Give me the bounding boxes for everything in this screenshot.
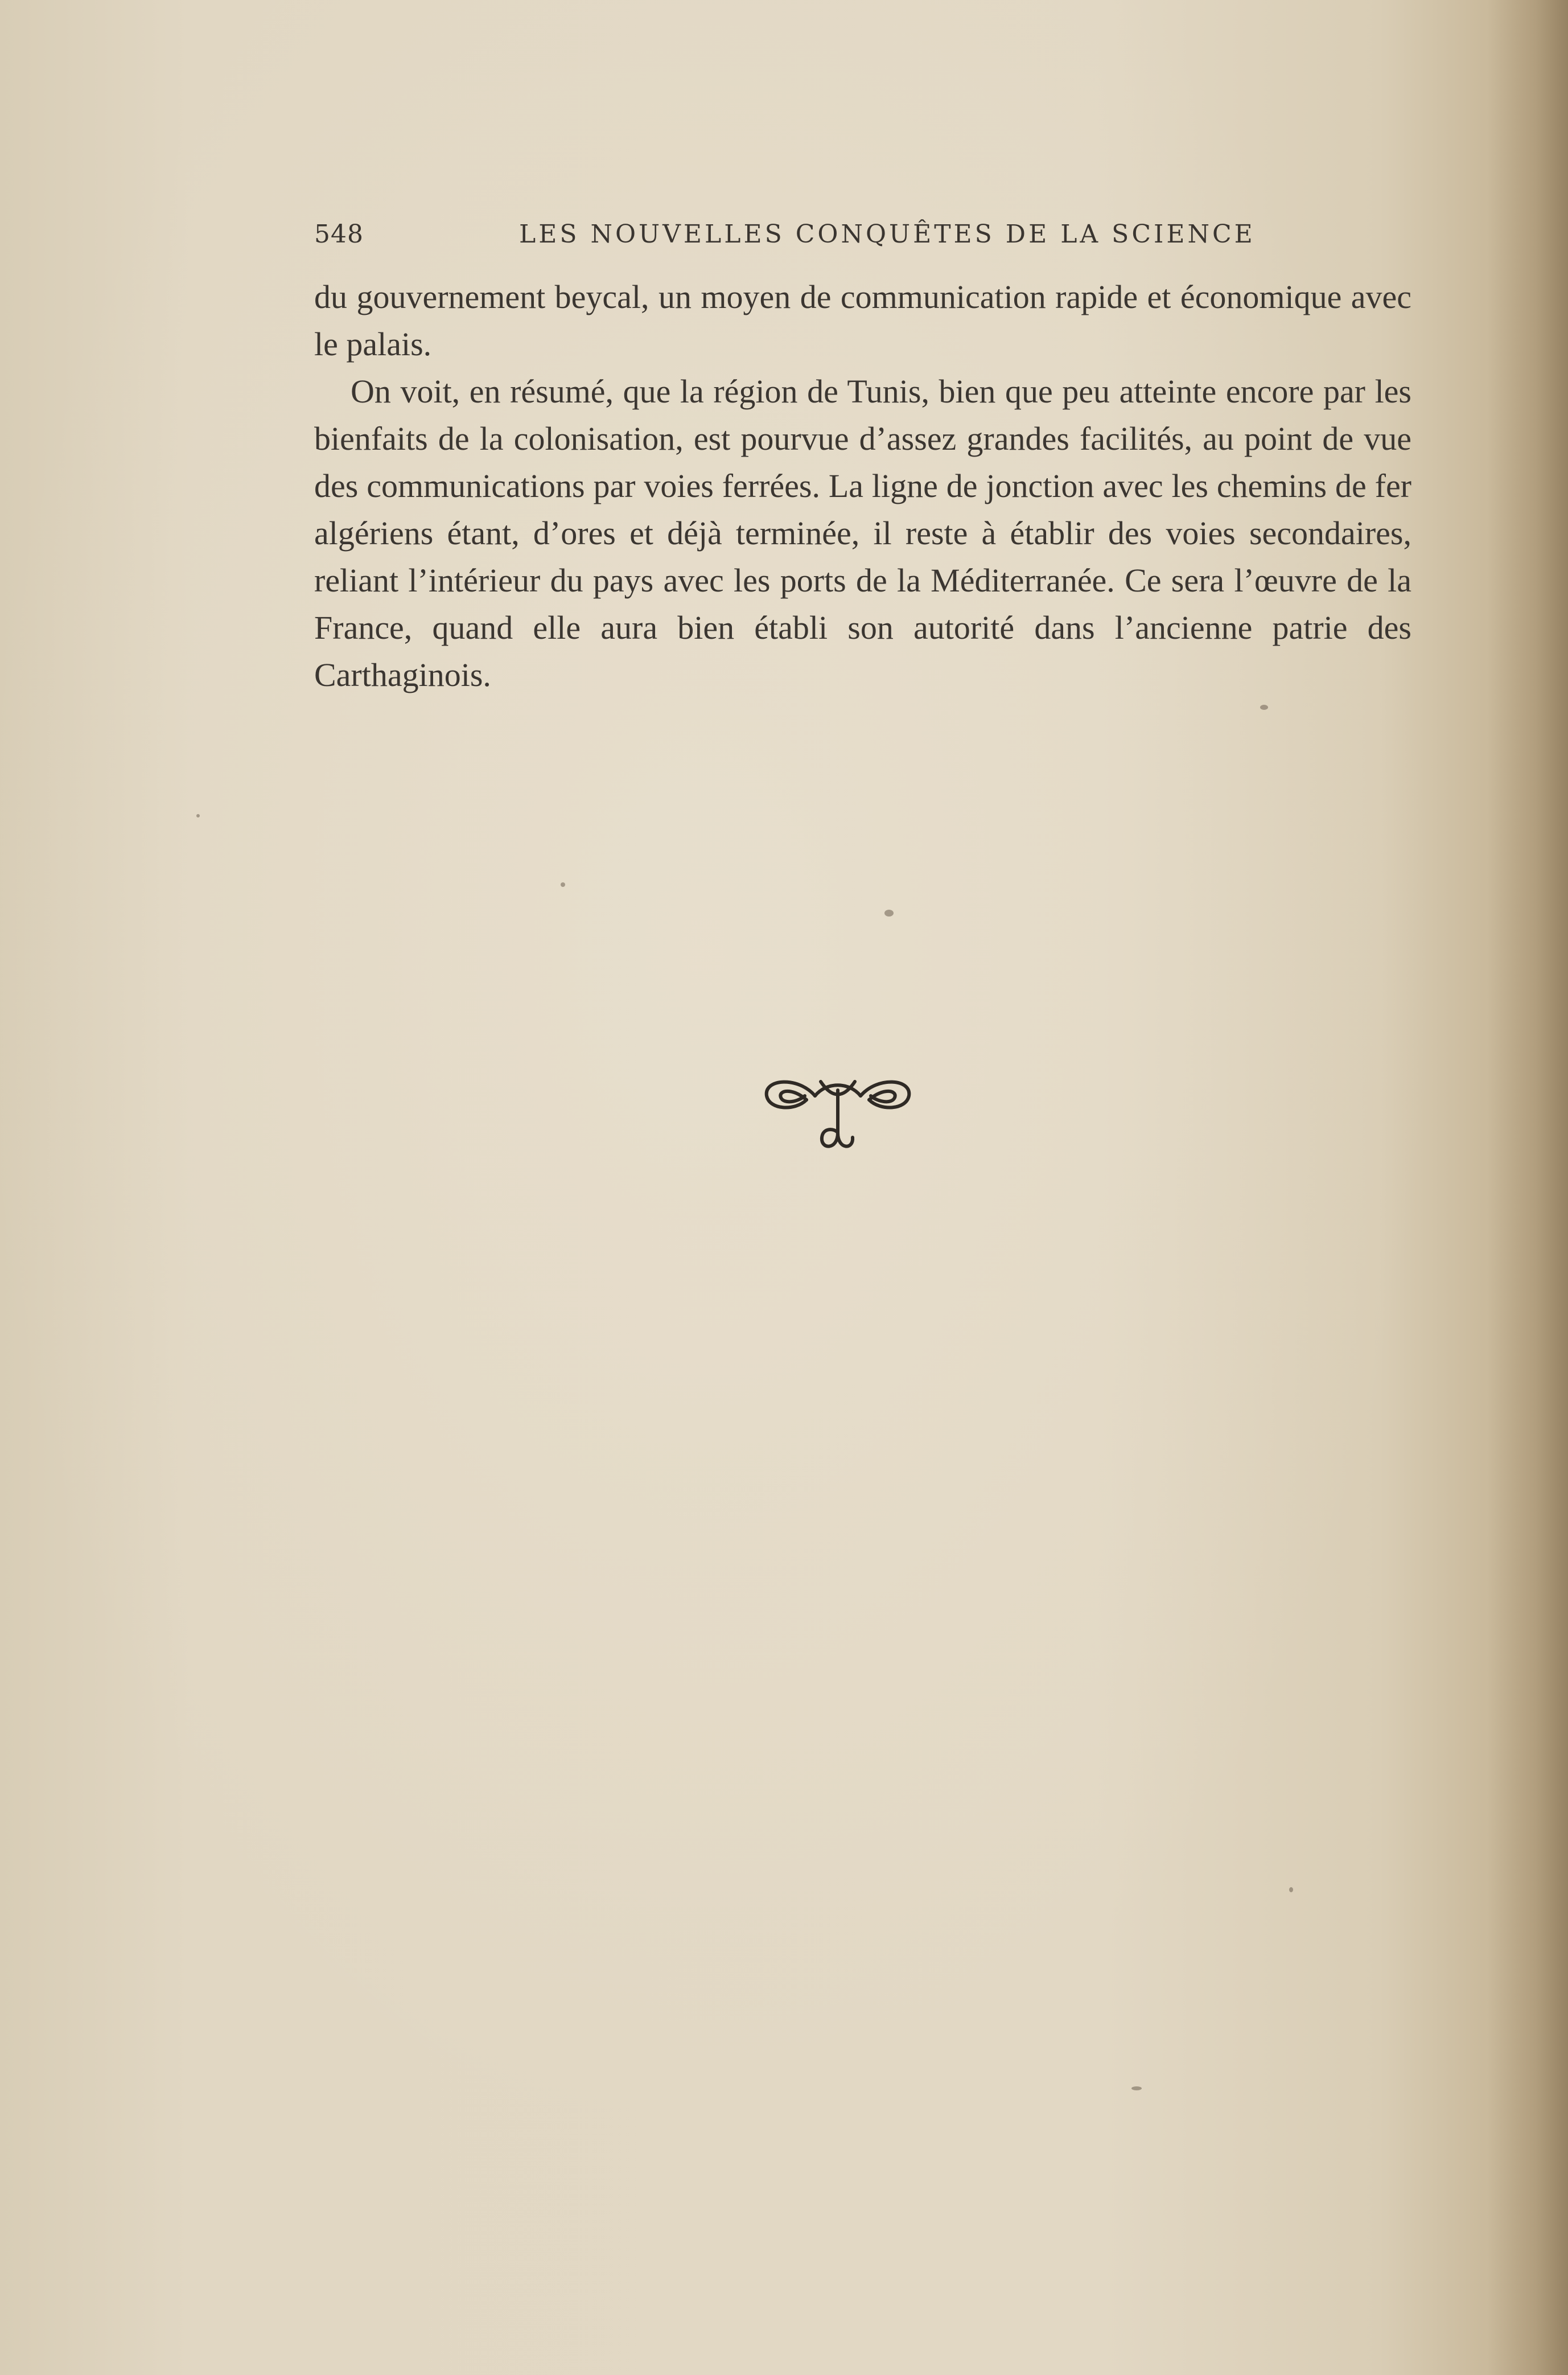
running-header: [314, 220, 1411, 254]
paragraph-continued: du gouvernement beycal, un moyen de communication rapide et économique avec le palais.: [314, 278, 1411, 363]
paragraph-summary: On voit, en résumé, que la région de Tunis, bien que peu atteinte encore par les bienfaits de la colonisation, est pourvue d’assez grandes facilités, au point de vue des communications par voies ferrées. La ligne de jonction avec les chemins de fer algériens étant, d’ores et déjà terminée, il reste à établir des voies secondaires, reliant l’intérieur du pays avec les ports de la Méditerranée. Ce sera l’œuvre de la France, quand elle aura bien établi son autorité dans l’ancienne patrie des Carthaginois.: [314, 373, 1411, 693]
page-number: 548: [314, 220, 364, 249]
body-text: [314, 273, 1411, 698]
fleuron-ornament-icon: [752, 1065, 923, 1156]
running-title: LES NOUVELLES CONQUÊTES DE LA SCIENCE: [519, 220, 1256, 249]
paper-speck: [884, 910, 894, 917]
paper-speck: [1260, 705, 1268, 710]
paper-speck: [1289, 1887, 1293, 1892]
paper-speck: [1131, 2086, 1142, 2090]
page-edge-shadow: [1488, 0, 1568, 2375]
paper-speck: [561, 882, 565, 887]
paper-speck: [196, 814, 200, 817]
